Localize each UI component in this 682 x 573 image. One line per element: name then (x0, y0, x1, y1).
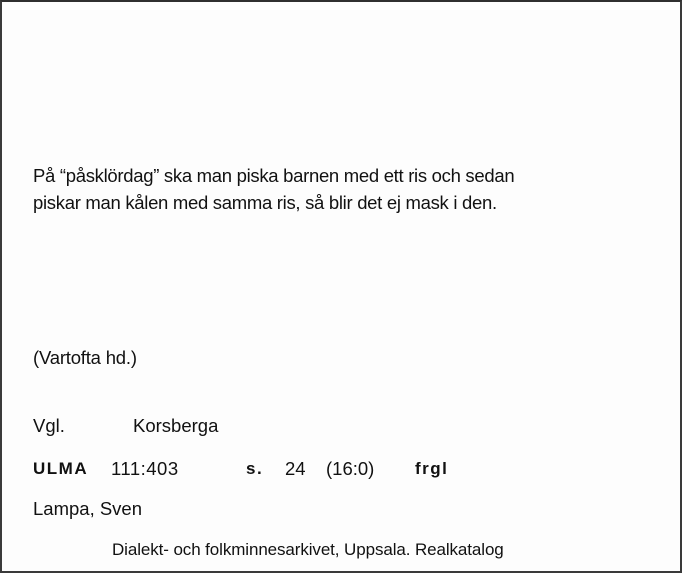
page-number: 24 (285, 458, 306, 479)
reference-number: 111:403 (111, 458, 179, 479)
category-code: frgl (415, 459, 449, 478)
province-label: Vgl. (33, 415, 65, 436)
informant-name: Lampa, Sven (33, 498, 143, 519)
card-text-line: På “påsklördag” ska man piska barnen med ett ris och sedan (33, 165, 515, 186)
card-text (33, 162, 643, 216)
parish-label: Korsberga (133, 415, 219, 436)
district-label: (Vartofta hd.) (33, 347, 137, 368)
page-extra: (16:0) (326, 458, 375, 479)
archive-code: ULMA (33, 459, 89, 478)
page-label: s. (246, 459, 264, 478)
archive-footer: Dialekt- och folkminnesarkivet, Uppsala. Realkatalog (112, 540, 504, 559)
card-text-line: piskar man kålen med samma ris, så blir det ej mask i den. (33, 192, 497, 213)
